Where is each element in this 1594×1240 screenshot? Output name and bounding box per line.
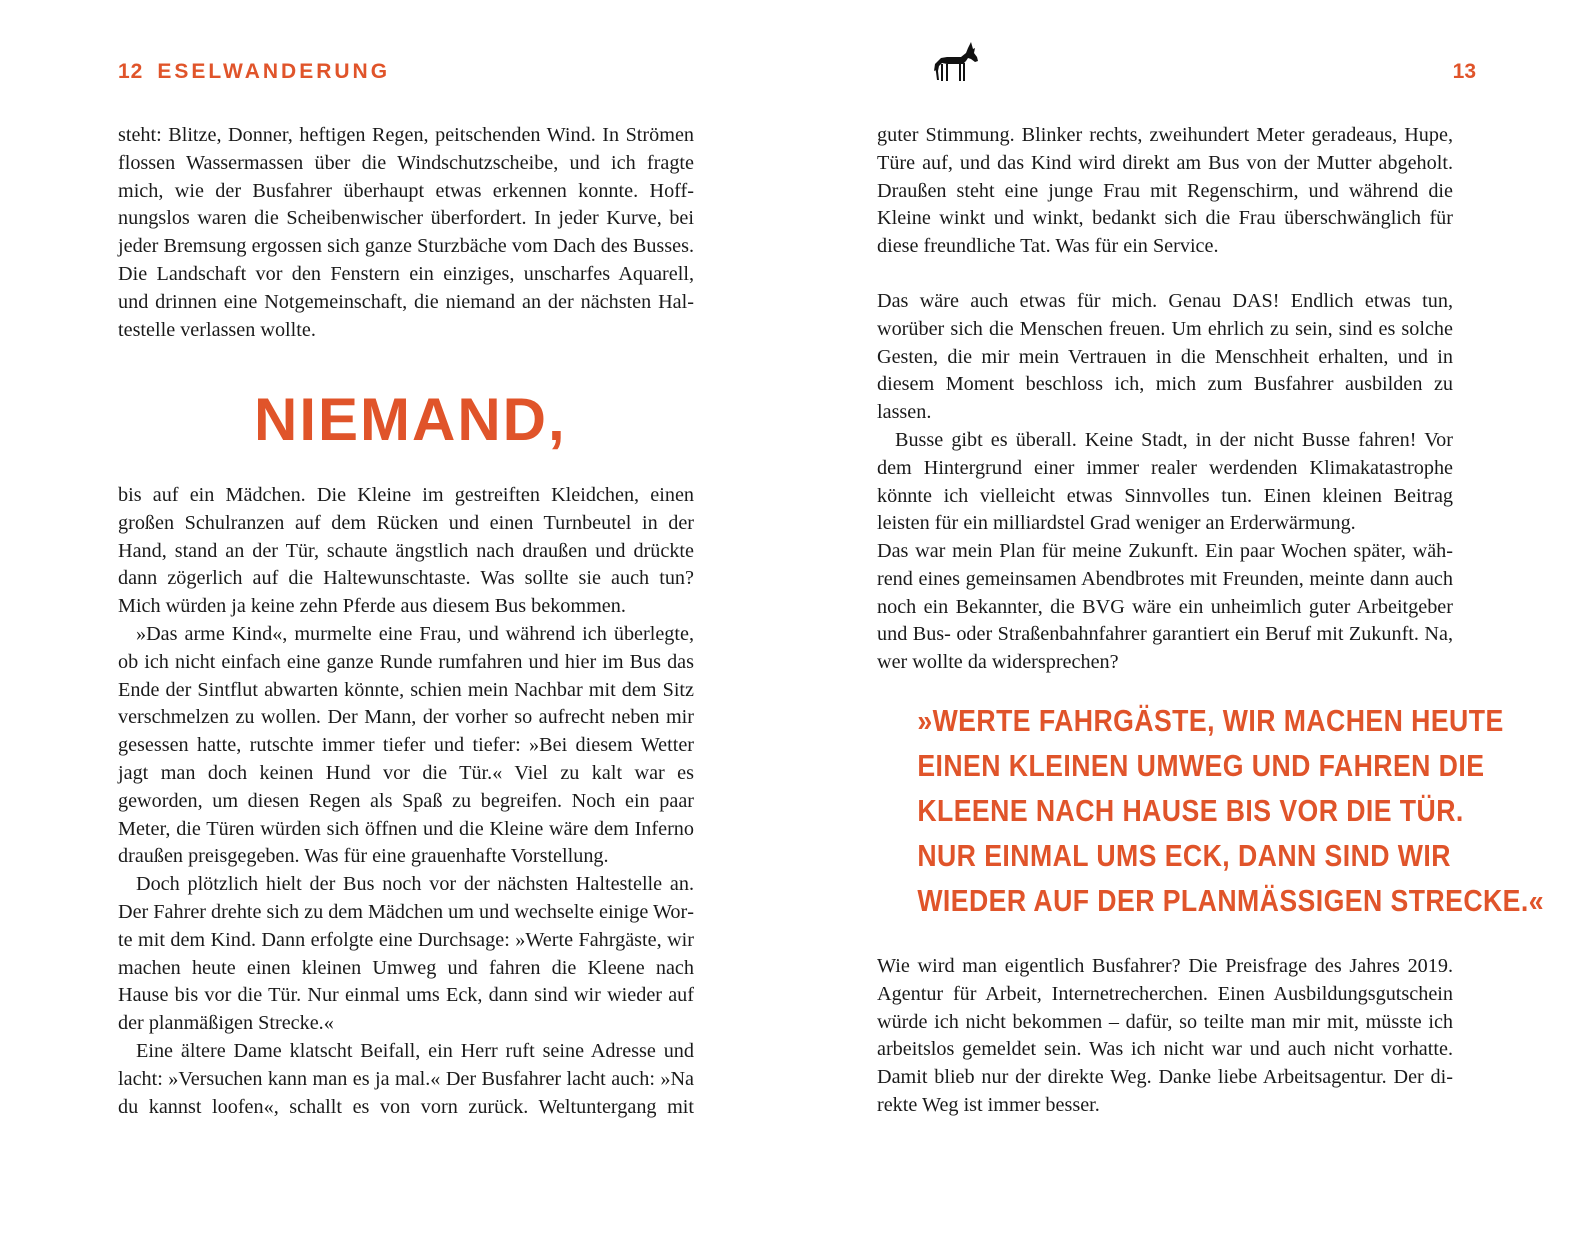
paragraph: Busse gibt es überall. Keine Stadt, in der nicht Busse fahren! Vor dem Hintergrund einer immer realer werdenden Klimakatastrophe könnte ich vielleicht etwas Sinnvolles tun. Einen kleinen Beitrag leisten für ein milliardstel Grad weniger an Erderwärmung.	[877, 428, 1453, 535]
paragraph: Eine ältere Dame klatscht Beifall, ein Herr ruft seine Adresse und lacht: »Versuchen kann man es ja mal.« Der Busfahrer lacht auch: »Na du kannst loofen«, schallt es von vorn zurück. Weltuntergang mit	[118, 1039, 694, 1118]
pull-quote-line: NUR EINMAL UMS ECK, DANN SIND WIR	[917, 838, 1451, 873]
paragraph: steht: Blitze, Donner, heftigen Regen, peitschenden Wind. In Strömen flossen Wassermassen über die Windschutzscheibe, und ich fragte mich, wie der Busfahrer überhaupt etwas erkennen konnte. Hoffnungslos waren die Scheibenwischer überfordert. In jeder Kurve, bei jeder Bremsung ergossen sich ganze Sturzbäche vom Dach des Busses. Die Landschaft vor den Fenstern ein einziges, unscharfes Aquarell, und drinnen eine Notgemeinschaft, die niemand an der nächsten Haltestelle verlassen wollte.	[118, 124, 694, 341]
paragraph: Das wäre auch etwas für mich. Genau DAS! Endlich etwas tun, worüber sich die Menschen freuen. Um ehrlich zu sein, sind es solche Gesten, die mir mein Vertrauen in die Menschheit erhalten, und in diesem Moment beschloss ich, mich zum Busfahrer ausbilden zu lassen.	[877, 290, 1453, 424]
running-head	[118, 60, 390, 84]
pull-quote-line: EINEN KLEINEN UMWEG UND FAHREN DIE	[917, 748, 1485, 783]
paragraph: »Das arme Kind«, murmelte eine Frau, und während ich überlegte, ob ich nicht einfach eine ganze Runde rumfahren und hier im Bus das Ende der Sintflut abwarten könnte, schien mein Nachbar mit dem Sitz verschmelzen zu wollen. Der Mann, der vorher so aufrecht neben mir gesessen hatte, rutschte immer tiefer und tiefer: »Bei diesem Wetter jagt man doch keinen Hund vor die Tür.« Viel zu kalt war es geworden, um diesen Regen als Spaß zu begreifen. Noch ein paar Meter, die Türen würden sich öffnen und die Kleine wäre dem Inferno draußen preisgegeben. Was für eine grauenhafte Vorstellung.	[118, 622, 694, 868]
display-word: NIEMAND,	[254, 386, 567, 453]
paragraph: Doch plötzlich hielt der Bus noch vor der nächsten Haltestelle an. Der Fahrer drehte sich zu dem Mädchen um und wechselte einige Worte mit dem Kind. Dann erfolgte eine Durchsage: »Werte Fahrgäste, wir machen heute einen kleinen Umweg und fahren die Kleene nach Hause bis vor die Tür. Nur einmal ums Eck, dann sind wir wieder auf der planmäßigen Strecke.«	[118, 873, 694, 1035]
right-text-c	[877, 538, 1453, 677]
right-text-b	[877, 288, 1453, 538]
paragraph: Das war mein Plan für meine Zukunft. Ein paar Wochen später, während eines gemeinsamen Abendbrotes mit Freunden, meinte dann auch noch ein Bekannter, die BVG wäre ein unheimlich guter Arbeitgeber und Bus- oder Straßenbahnfahrer garantiert ein Beruf mit Zukunft. Na, wer wollte da widersprechen?	[877, 540, 1453, 674]
pull-quote	[917, 698, 1544, 923]
page-number-right: 13	[1452, 60, 1476, 83]
paragraph: Wie wird man eigentlich Busfahrer? Die Preisfrage des Jahres 2019. Agentur für Arbeit, Internetrecherchen. Einen Ausbildungsgutschein würde ich nicht bekommen – dafür, so teilte man mir mit, müsste ich arbeitslos gemeldet sein. Was ich nicht war und auch nicht vorhatte. Damit blieb nur der direkte Weg. Danke liebe Arbeitsagentur. Der direkte Weg ist immer besser.	[877, 955, 1453, 1116]
pull-quote-line: »WERTE FAHRGÄSTE, WIR MACHEN HEUTE	[917, 703, 1504, 738]
chapter-title: ESELWANDERUNG	[157, 60, 391, 83]
right-page	[797, 0, 1594, 1240]
paragraph: guter Stimmung. Blinker rechts, zweihundert Meter geradeaus, Hupe, Türe auf, und das Kind wird direkt am Bus von der Mutter abgeholt. Draußen steht eine junge Frau mit Regenschirm, und während die Kleine winkt und winkt, bedankt sich die Frau überschwänglich für diese freundliche Tat. Was für ein Service.	[877, 124, 1453, 258]
left-text-top	[118, 122, 694, 344]
page-number-left: 12	[118, 60, 144, 83]
right-text-a	[877, 122, 1453, 261]
donkey-icon	[933, 40, 981, 84]
pull-quote-line: WIEDER AUF DER PLANMÄSSIGEN STRECKE.«	[917, 883, 1544, 918]
left-text-bottom	[118, 482, 694, 1121]
right-text-d	[877, 953, 1453, 1120]
pull-quote-line: KLEENE NACH HAUSE BIS VOR DIE TÜR.	[917, 793, 1464, 828]
paragraph: bis auf ein Mädchen. Die Kleine im gestreiften Kleidchen, einen großen Schulranzen auf dem Rücken und einen Turnbeutel in der Hand, stand an der Tür, schaute ängstlich nach draußen und drückte dann zögerlich auf die Haltewunschtaste. Was sollte sie auch tun? Mich würden ja keine zehn Pferde aus diesem Bus bekommen.	[118, 484, 694, 618]
